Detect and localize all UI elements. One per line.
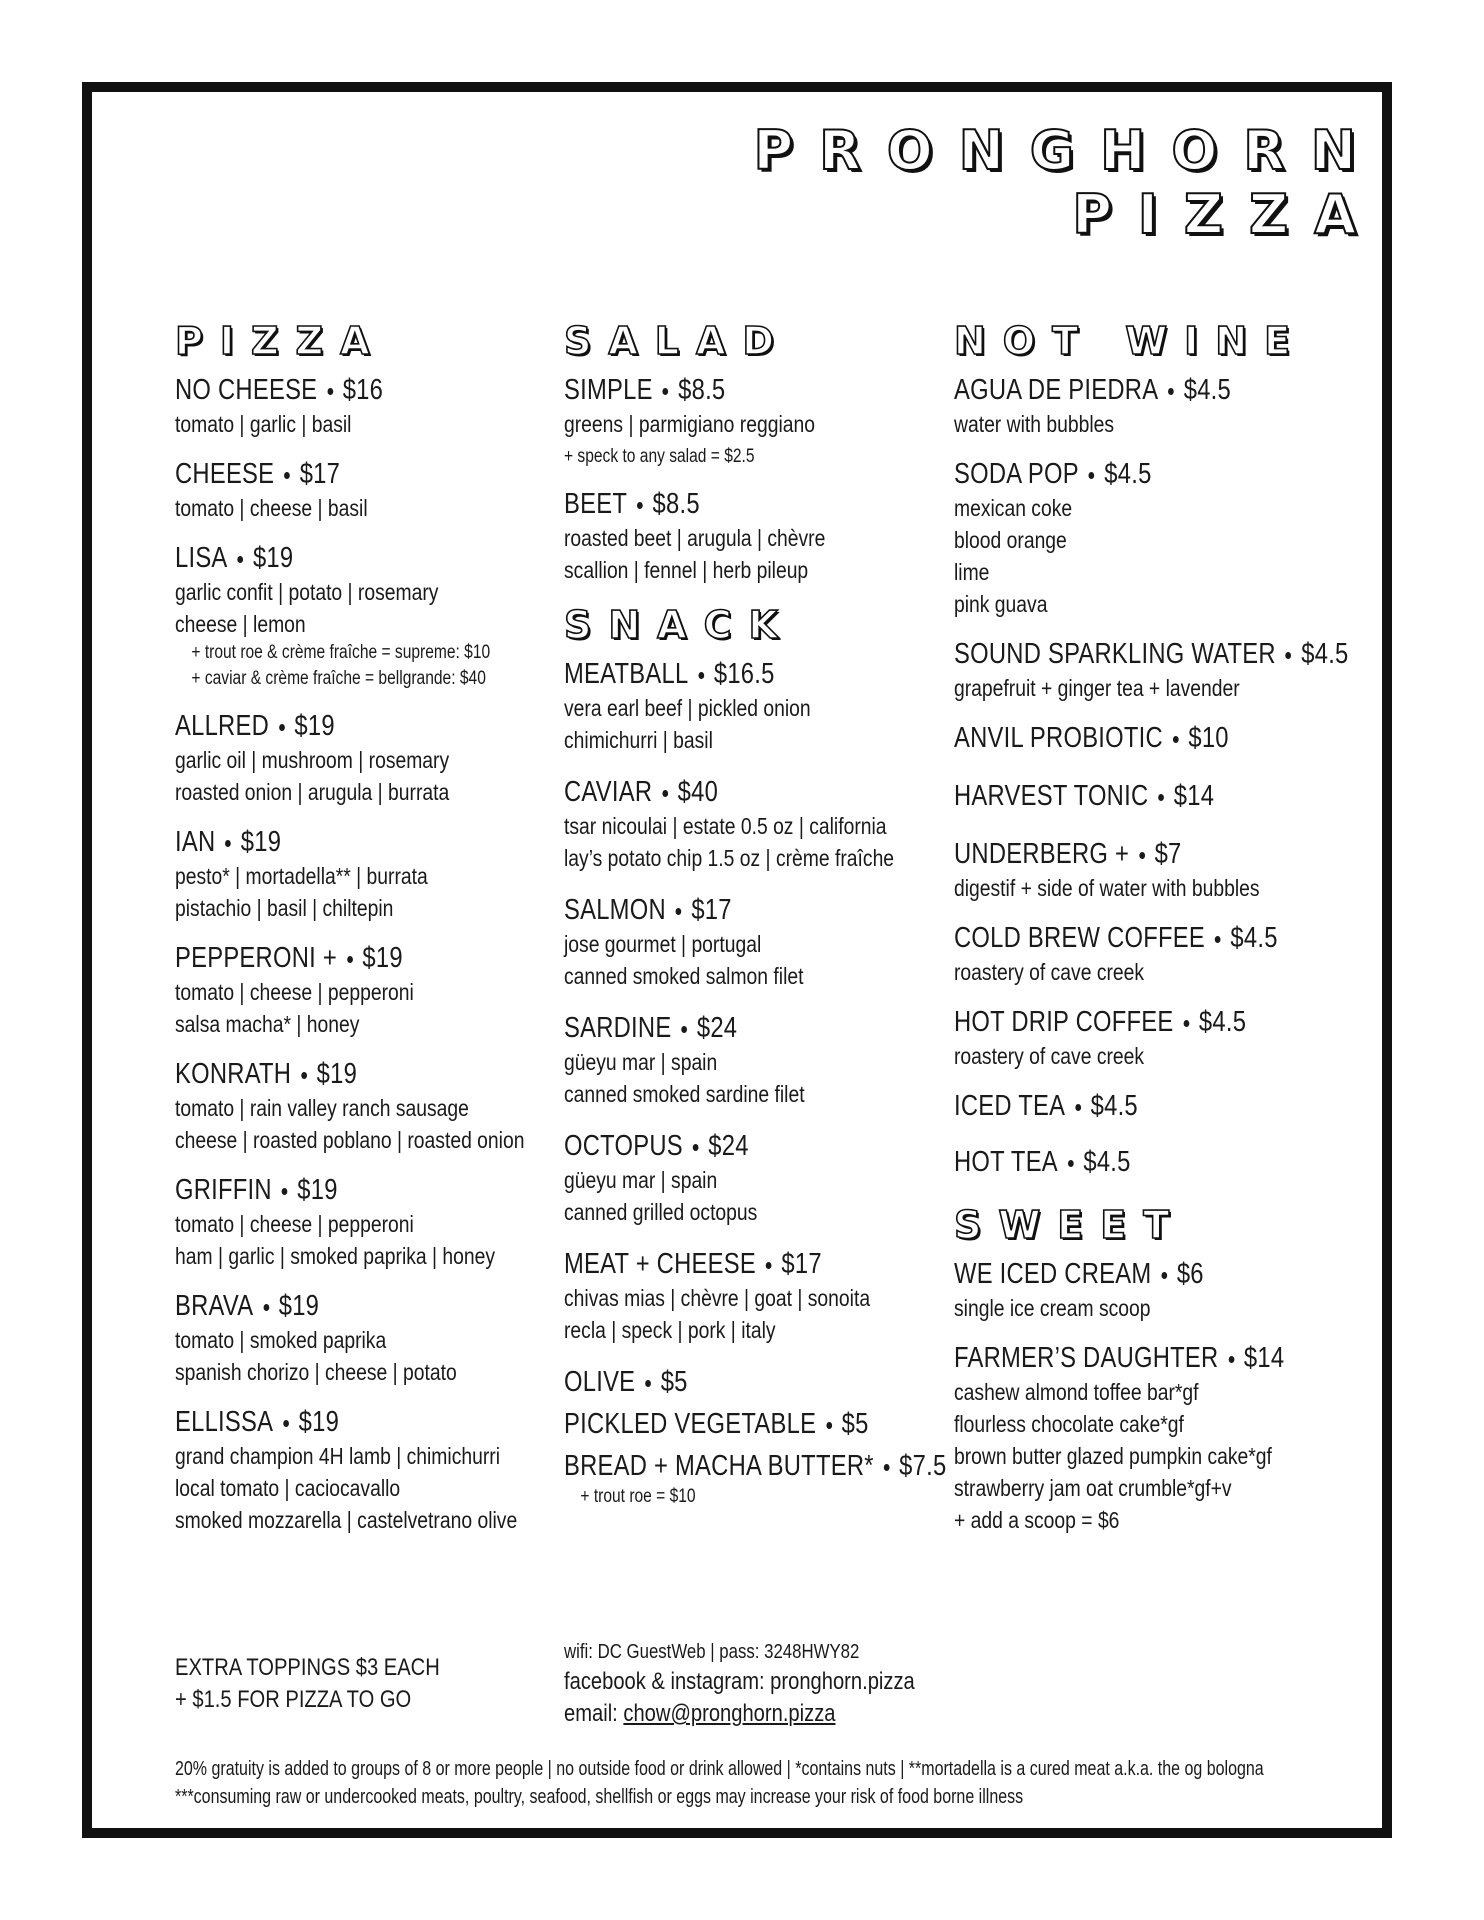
price-dot: [237, 556, 243, 563]
menu-item-agua-de-piedra: [954, 372, 1354, 440]
item-name: HOT TEA: [954, 1146, 1058, 1178]
item-price: $6: [1176, 1258, 1204, 1290]
item-name: NO CHEESE: [175, 374, 318, 406]
price-dot: [645, 1380, 651, 1387]
item-name: WE ICED CREAM: [954, 1258, 1152, 1290]
item-price: $17: [781, 1248, 822, 1280]
item-description: chivas mias | chèvre | goat | sonoita: [564, 1285, 871, 1311]
item-description: water with bubbles: [954, 411, 1115, 437]
footer-line2: ***consuming raw or undercooked meats, poultry, seafood, shellfish or eggs may increase your risk of food borne illness: [175, 1786, 1024, 1808]
item-description: tomato | cheese | pepperoni: [175, 1211, 414, 1237]
item-addon-note: + speck to any salad = $2.5: [564, 446, 755, 467]
menu-item-iced-tea: [954, 1088, 1354, 1124]
price-dot: [637, 502, 643, 509]
item-description: tomato | garlic | basil: [175, 411, 352, 437]
pizza-heading: PIZZA: [175, 319, 387, 363]
item-description: roasted beet | arugula | chèvre: [564, 525, 826, 551]
menu-item-underberg: [954, 836, 1354, 904]
menu-item-title: [564, 486, 884, 522]
menu-item-title: [954, 636, 1349, 672]
menu-item-cold-brew-coffee: [954, 920, 1354, 988]
menu-item-griffin: [175, 1172, 555, 1272]
item-price: $4.5: [1083, 1146, 1131, 1178]
item-description: cheese | lemon: [175, 611, 306, 637]
item-name: FARMER’S DAUGHTER: [954, 1342, 1219, 1374]
salad-heading: SALAD: [564, 319, 791, 363]
item-price: $24: [708, 1130, 749, 1162]
price-dot: [1168, 388, 1174, 395]
item-description: smoked mozzarella | castelvetrano olive: [175, 1507, 518, 1533]
price-dot: [301, 1072, 307, 1079]
item-name: SIMPLE: [564, 374, 653, 406]
item-description: tomato | cheese | basil: [175, 495, 368, 521]
menu-item-title: [954, 456, 1282, 492]
item-price: $19: [252, 542, 294, 574]
item-name: HARVEST TONIC: [954, 780, 1149, 812]
footer-line1: 20% gratuity is added to groups of 8 or more people | no outside food or drink allowed | *contains nuts | **mortadella is a cured meat a.k.a. the og bologna: [175, 1758, 1264, 1780]
price-dot: [327, 388, 333, 395]
item-price: $4.5: [1183, 374, 1232, 406]
price-dot: [1173, 736, 1179, 743]
menu-item-title: [175, 456, 487, 492]
email-link[interactable]: chow@pronghorn.pizza: [623, 1700, 836, 1727]
price-dot: [347, 956, 353, 963]
price-dot: [263, 1304, 269, 1311]
item-price: $7: [1154, 838, 1182, 870]
menu-item-title: [954, 1144, 1282, 1180]
item-price: $4.5: [1198, 1006, 1247, 1038]
menu-item-allred: [175, 708, 555, 808]
menu-item-no-cheese: [175, 372, 555, 440]
item-name: UNDERBERG +: [954, 838, 1130, 870]
pickled-vegetable-name: PICKLED VEGETABLE: [564, 1408, 817, 1440]
item-description: tomato | cheese | pepperoni: [175, 979, 414, 1005]
item-description: güeyu mar | spain: [564, 1167, 718, 1193]
email-info: [564, 1698, 915, 1730]
price-dot: [693, 1144, 699, 1151]
item-description: jose gourmet | portugal: [564, 931, 762, 957]
menu-item-harvest-tonic: [954, 778, 1354, 814]
menu-item-cheese: [175, 456, 555, 524]
item-price: $19: [297, 1174, 338, 1206]
snack-heading: SNACK: [564, 603, 795, 647]
item-price: $10: [1188, 722, 1229, 754]
item-name: PEPPERONI +: [175, 942, 337, 974]
menu-item-octopus: [564, 1128, 954, 1228]
item-description: canned smoked salmon filet: [564, 963, 804, 989]
extra-toppings-line2: + $1.5 FOR PIZZA TO GO: [175, 1686, 412, 1713]
menu-item-title: [954, 1088, 1282, 1124]
item-name: AGUA DE PIEDRA: [954, 374, 1159, 406]
item-name: MEATBALL: [564, 658, 689, 690]
menu-item-title: [954, 836, 1282, 872]
item-price: $16.5: [713, 658, 775, 690]
salad-snack-column: [564, 318, 954, 1510]
menu-item-sound-sparkling-water: [954, 636, 1354, 704]
price-dot: [1215, 936, 1221, 943]
menu-item-hot-drip-coffee: [954, 1004, 1354, 1072]
item-description: cheese | roasted poblano | roasted onion: [175, 1127, 525, 1153]
menu-item-title: [954, 1256, 1282, 1292]
item-description: pistachio | basil | chiltepin: [175, 895, 394, 921]
item-description: pink guava: [954, 591, 1048, 617]
olive-item: [564, 1364, 884, 1400]
item-name: SODA POP: [954, 458, 1079, 490]
price-dot: [1183, 1020, 1189, 1027]
item-description: canned smoked sardine filet: [564, 1081, 805, 1107]
extra-toppings: [175, 1652, 490, 1716]
item-description: güeyu mar | spain: [564, 1049, 718, 1075]
item-description: salsa macha* | honey: [175, 1011, 360, 1037]
bread-name: BREAD + MACHA BUTTER*: [564, 1450, 874, 1482]
menu-item-title: [175, 1288, 487, 1324]
item-description: lay’s potato chip 1.5 oz | crème fraîche: [564, 845, 895, 871]
price-dot: [1158, 794, 1164, 801]
menu-item-title: [175, 708, 487, 744]
item-price: $19: [278, 1290, 320, 1322]
price-dot: [663, 388, 669, 395]
social-info: facebook & instagram: pronghorn.pizza: [564, 1668, 915, 1695]
menu-item-title: [564, 372, 884, 408]
price-dot: [662, 790, 668, 797]
menu-item-simple: [564, 372, 954, 470]
item-description: digestif + side of water with bubbles: [954, 875, 1260, 901]
item-name: ANVIL PROBIOTIC: [954, 722, 1163, 754]
menu-item-soda-pop: [954, 456, 1354, 620]
pickled-vegetable-price: $5: [841, 1408, 869, 1440]
menu-item-title: [175, 1404, 487, 1440]
menu-item-title: [564, 892, 884, 928]
item-addon-note: + trout roe & crème fraîche = supreme: $10: [191, 642, 491, 663]
bread-price: $7.5: [899, 1450, 947, 1482]
price-dot: [1068, 1160, 1074, 1167]
item-price: $14: [1173, 780, 1215, 812]
olive-name: OLIVE: [564, 1366, 636, 1398]
price-dot: [1286, 652, 1292, 659]
item-name: CAVIAR: [564, 776, 653, 808]
menu-item-beet: [564, 486, 954, 586]
menu-item-title: [954, 920, 1282, 956]
bread-note: + trout roe = $10: [580, 1486, 696, 1507]
item-description: garlic oil | mushroom | rosemary: [175, 747, 450, 773]
bread-item: [564, 1448, 947, 1484]
item-description: brown butter glazed pumpkin cake*gf: [954, 1443, 1272, 1469]
menu-item-title: [564, 1246, 884, 1282]
menu-item-konrath: [175, 1056, 555, 1156]
menu-item-title: [175, 540, 487, 576]
menu-item-title: [175, 824, 487, 860]
price-dot: [826, 1422, 832, 1429]
menu-item-ian: [175, 824, 555, 924]
item-name: CHEESE: [175, 458, 275, 490]
item-description: strawberry jam oat crumble*gf+v: [954, 1475, 1232, 1501]
item-price: $17: [691, 894, 732, 926]
restaurant-title-line1: PRONGHORN: [753, 119, 1382, 182]
item-price: $4.5: [1104, 458, 1152, 490]
item-addon-note: + caviar & crème fraîche = bellgrande: $40: [191, 668, 486, 689]
menu-item-meatball: [564, 656, 954, 756]
item-name: ALLRED: [175, 710, 270, 742]
price-dot: [282, 1188, 288, 1195]
item-name: KONRATH: [175, 1058, 292, 1090]
price-dot: [283, 1420, 289, 1427]
item-price: $4.5: [1301, 638, 1349, 670]
item-price: $19: [294, 710, 335, 742]
item-description: roasted onion | arugula | burrata: [175, 779, 450, 805]
item-description: greens | parmigiano reggiano: [564, 411, 815, 437]
menu-item-title: [954, 1340, 1285, 1376]
item-name: BEET: [564, 488, 628, 520]
item-price: $8.5: [652, 488, 700, 520]
item-price: $40: [677, 776, 719, 808]
item-price: $8.5: [678, 374, 726, 406]
price-dot: [766, 1262, 772, 1269]
item-description: ham | garlic | smoked paprika | honey: [175, 1243, 496, 1269]
menu-item-hot-tea: [954, 1144, 1354, 1180]
item-name: ICED TEA: [954, 1090, 1066, 1122]
menu-item-farmer-s-daughter: [954, 1340, 1354, 1536]
menu-item-pepperoni: [175, 940, 555, 1040]
price-dot: [698, 672, 704, 679]
item-name: SOUND SPARKLING WATER: [954, 638, 1276, 670]
price-dot: [681, 1026, 687, 1033]
menu-item-sardine: [564, 1010, 954, 1110]
menu-item-salmon: [564, 892, 954, 992]
item-description: pesto* | mortadella** | burrata: [175, 863, 428, 889]
item-description: flourless chocolate cake*gf: [954, 1411, 1184, 1437]
contact-info: [564, 1638, 982, 1730]
email-label: email:: [564, 1700, 624, 1727]
item-name: SALMON: [564, 894, 666, 926]
item-name: COLD BREW COFFEE: [954, 922, 1206, 954]
item-price: $19: [298, 1406, 340, 1438]
item-name: MEAT + CHEESE: [564, 1248, 756, 1280]
item-description: tomato | smoked paprika: [175, 1327, 387, 1353]
price-dot: [284, 472, 290, 479]
item-price: $19: [316, 1058, 358, 1090]
item-name: HOT DRIP COFFEE: [954, 1006, 1174, 1038]
item-price: $4.5: [1090, 1090, 1138, 1122]
item-description: recla | speck | pork | italy: [564, 1317, 776, 1343]
menu-item-title: [175, 1172, 487, 1208]
price-dot: [1075, 1104, 1081, 1111]
item-name: ELLISSA: [175, 1406, 274, 1438]
item-description: tsar nicoulai | estate 0.5 oz | california: [564, 813, 887, 839]
menu-item-title: [175, 1056, 487, 1092]
item-description: lime: [954, 559, 990, 585]
menu-item-title: [564, 1010, 884, 1046]
wifi-info: wifi: DC GuestWeb | pass: 3248HWY82: [564, 1641, 860, 1663]
item-description: spanish chorizo | cheese | potato: [175, 1359, 457, 1385]
menu-item-title: [954, 720, 1282, 756]
extra-toppings-line1: EXTRA TOPPINGS $3 EACH: [175, 1654, 440, 1681]
price-dot: [884, 1464, 890, 1471]
price-dot: [279, 724, 285, 731]
item-description: grand champion 4H lamb | chimichurri: [175, 1443, 501, 1469]
item-description: mexican coke: [954, 495, 1073, 521]
item-description: roastery of cave creek: [954, 1043, 1145, 1069]
item-price: $19: [240, 826, 282, 858]
price-dot: [1139, 852, 1145, 859]
item-description: canned grilled octopus: [564, 1199, 758, 1225]
menu-item-title: [564, 656, 884, 692]
item-name: IAN: [175, 826, 216, 858]
item-price: $4.5: [1230, 922, 1278, 954]
menu-item-meat-cheese: [564, 1246, 954, 1346]
menu-item-title: [564, 774, 884, 810]
price-dot: [1161, 1272, 1167, 1279]
menu-item-ellissa: [175, 1404, 555, 1536]
item-description: local tomato | caciocavallo: [175, 1475, 401, 1501]
menu-item-anvil-probiotic: [954, 720, 1354, 756]
item-description: vera earl beef | pickled onion: [564, 695, 811, 721]
item-name: GRIFFIN: [175, 1174, 272, 1206]
item-name: LISA: [175, 542, 228, 574]
item-description: + add a scoop = $6: [954, 1507, 1120, 1533]
item-price: $24: [696, 1012, 738, 1044]
item-description: single ice cream scoop: [954, 1295, 1151, 1321]
menu-item-brava: [175, 1288, 555, 1388]
not-wine-heading: NOT WINE: [954, 319, 1308, 363]
item-description: garlic confit | potato | rosemary: [175, 579, 439, 605]
item-price: $16: [342, 374, 384, 406]
price-dot: [1089, 472, 1095, 479]
item-name: SARDINE: [564, 1012, 672, 1044]
sweet-heading: SWEET: [954, 1203, 1187, 1247]
restaurant-title-line2: PIZZA: [1072, 183, 1382, 246]
menu-item-we-iced-cream: [954, 1256, 1354, 1324]
item-description: blood orange: [954, 527, 1067, 553]
price-dot: [1228, 1356, 1234, 1363]
item-description: roastery of cave creek: [954, 959, 1145, 985]
menu-item-lisa: [175, 540, 555, 692]
olive-price: $5: [660, 1366, 688, 1398]
pizza-column: [175, 318, 555, 1552]
item-description: tomato | rain valley ranch sausage: [175, 1095, 469, 1121]
menu-item-title: [954, 372, 1282, 408]
menu-item-title: [564, 1128, 884, 1164]
item-description: cashew almond toffee bar*gf: [954, 1379, 1199, 1405]
item-description: chimichurri | basil: [564, 727, 713, 753]
price-dot: [676, 908, 682, 915]
item-name: BRAVA: [175, 1290, 254, 1322]
item-price: $17: [299, 458, 341, 490]
item-description: scallion | fennel | herb pileup: [564, 557, 809, 583]
pickled-vegetable-item: [564, 1406, 884, 1442]
footer: [175, 1755, 1484, 1811]
item-name: OCTOPUS: [564, 1130, 683, 1162]
menu-item-title: [175, 940, 487, 976]
menu-item-title: [954, 778, 1282, 814]
item-price: $19: [362, 942, 403, 974]
menu-item-title: [175, 372, 487, 408]
item-description: grapefruit + ginger tea + lavender: [954, 675, 1240, 701]
menu-item-title: [954, 1004, 1282, 1040]
item-price: $14: [1243, 1342, 1285, 1374]
menu-item-caviar: [564, 774, 954, 874]
drinks-sweet-column: [954, 318, 1354, 1552]
price-dot: [225, 840, 231, 847]
